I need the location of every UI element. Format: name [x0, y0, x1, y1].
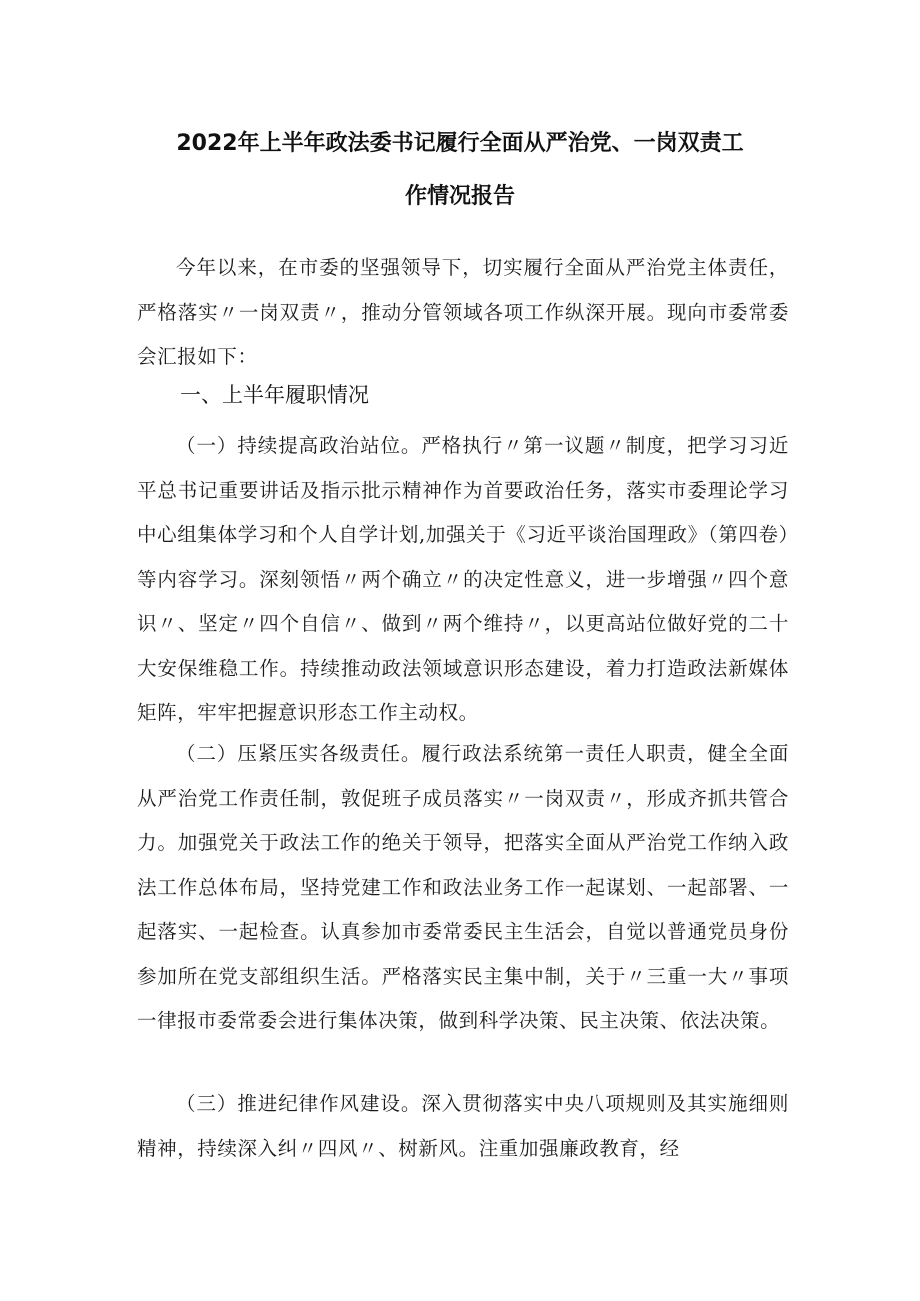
paragraph-political-stance: （一）持续提高政治站位。严格执行〃第一议题〃制度，把学习习近平总书记重要讲话及指示批示精神作为首要政治任务，落实市委理论学习中心组集体学习和个人自学计划,加强关于《习近平谈治国理政》（第四卷）等内容学习。深刻领悟〃两个确立〃的决定性意义，进一步增强〃四个意识〃、坚定〃四个自信〃、做到〃两个维持〃，以更高站位做好党的二十大安保维稳工作。持续推动政法领域意识形态建设，着力打造政法新媒体矩阵，牢牢把握意识形态工作主动权。 — [137, 434, 789, 724]
document-title-line-2: 作情况报告 — [404, 184, 515, 209]
intro-paragraph: 今年以来，在市委的坚强领导下，切实履行全面从严治党主体责任，严格落实〃一岗双责〃，推动分管领域各项工作纵深开展。现向市委常委会汇报如下： — [137, 256, 789, 368]
section-heading: 一、上半年履职情况 — [180, 383, 369, 407]
paragraph-discipline: （三）推进纪律作风建设。深入贯彻落实中央八项规则及其实施细则精神，持续深入纠〃四风〃、树新风。注重加强廉政教育，经 — [137, 1092, 789, 1160]
document-title-line-1: 2022年上半年政法委书记履行全面从严治党、一岗双责工 — [176, 131, 744, 156]
paragraph-responsibility: （二）压紧压实各级责任。履行政法系统第一责任人职责，健全全面从严治党工作责任制，敦促班子成员落实〃一岗双责〃，形成齐抓共管合力。加强党关于政法工作的绝关于领导，把落实全面从严治党工作纳入政法工作总体布局，坚持党建工作和政法业务工作一起谋划、一起部署、一起落实、一起检查。认真参加市委常委民主生活会，自觉以普通党员身份参加所在党支部组织生活。严格落实民主集中制，关于〃三重一大〃事项一律报市委常委会进行集体决策，做到科学决策、民主决策、依法决策。 — [137, 742, 789, 1032]
